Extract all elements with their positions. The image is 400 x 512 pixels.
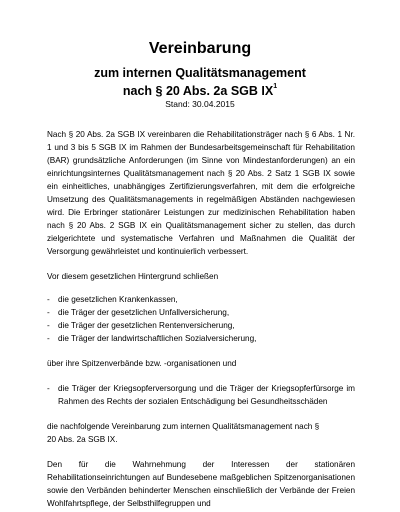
list-dash: - bbox=[47, 384, 50, 393]
list-item bbox=[47, 306, 355, 319]
list-dash: - bbox=[47, 308, 50, 317]
subtitle-line-2 bbox=[0, 81, 400, 99]
list-dash: - bbox=[47, 295, 50, 304]
paragraph-agreement: die nachfolgende Vereinbarung zum internen Qualitätsmanagement nach § 20 Abs. 2a SGB IX. bbox=[47, 422, 320, 444]
footnote-mark: 1 bbox=[273, 83, 278, 90]
list-dash: - bbox=[47, 321, 50, 330]
document-body bbox=[47, 128, 355, 510]
list-item-text: die gesetzlichen Krankenkassen, bbox=[58, 295, 178, 304]
subtitle-line-2-text: nach § 20 Abs. 2a SGB IX bbox=[122, 84, 274, 99]
list-item-text: die Träger der gesetzlichen Rentenversicherung, bbox=[58, 321, 235, 330]
list-item bbox=[47, 319, 355, 332]
document-subtitle bbox=[0, 66, 400, 99]
paragraph-via: über ihre Spitzenverbände bzw. -organisationen und bbox=[47, 359, 237, 368]
list-item-text: die Träger der landwirtschaftlichen Sozialversicherung, bbox=[58, 334, 257, 343]
list-item-text: die Träger der Kriegsopferversorgung und die Träger der Kriegsopferfürsorge im Rahmen des Rechts der sozialen Entschädigung bei Gesundheitsschäden bbox=[58, 384, 355, 406]
subtitle-line-1: zum internen Qualitätsmanagement bbox=[94, 66, 306, 80]
list-item bbox=[47, 382, 355, 408]
secondary-parties-list bbox=[47, 382, 355, 408]
list-item bbox=[47, 293, 355, 306]
document-date: Stand: 30.04.2015 bbox=[165, 99, 235, 109]
document-title: Vereinbarung bbox=[148, 40, 252, 57]
paragraph-closing: Den für die Wahrnehmung der Interessen der stationären Rehabilitationseinrichtungen auf Bundesebene maßgeblichen Spitzenorganisationen sowie den Verbänden behinderter Menschen einschließlich der Verbände der Freien Wohlfahrtspflege, der Selbsthilfegruppen und bbox=[47, 460, 355, 508]
paragraph-background: Vor diesem gesetzlichen Hintergrund schließen bbox=[47, 272, 219, 281]
list-item bbox=[47, 332, 355, 345]
list-dash: - bbox=[47, 334, 50, 343]
list-item-text: die Träger der gesetzlichen Unfallversicherung, bbox=[58, 308, 230, 317]
parties-list bbox=[47, 293, 355, 345]
paragraph-intro: Nach § 20 Abs. 2a SGB IX vereinbaren die Rehabilitationsträger nach § 6 Abs. 1 Nr. 1 und 3 bis 5 SGB IX im Rahmen der Bundesarbeitsgemeinschaft für Rehabilitation (BAR) grundsätzliche Anforderungen (im Sinne von Mindestanforderungen) an ein einrichtungsinternes Qualitätsmanagement nach § 20 Abs. 2 Satz 1 SGB IX sowie ein einheitliches, unabhängiges Zertifizierungsverfahren, mit dem die erfolgreiche Umsetzung des Qualitätsmanagements in regelmäßigen Abständen nachgewiesen wird. Die Erbringer stationärer Leistungen zur medizinischen Rehabilitation haben nach § 20 Abs. 2 SGB IX ein Qualitätsmanagement sicher zu stellen, das durch zielgerichtete und systematische Verfahren und Maßnahmen die Qualität der Versorgung gewährleistet und kontinuierlich verbessert. bbox=[47, 130, 355, 256]
